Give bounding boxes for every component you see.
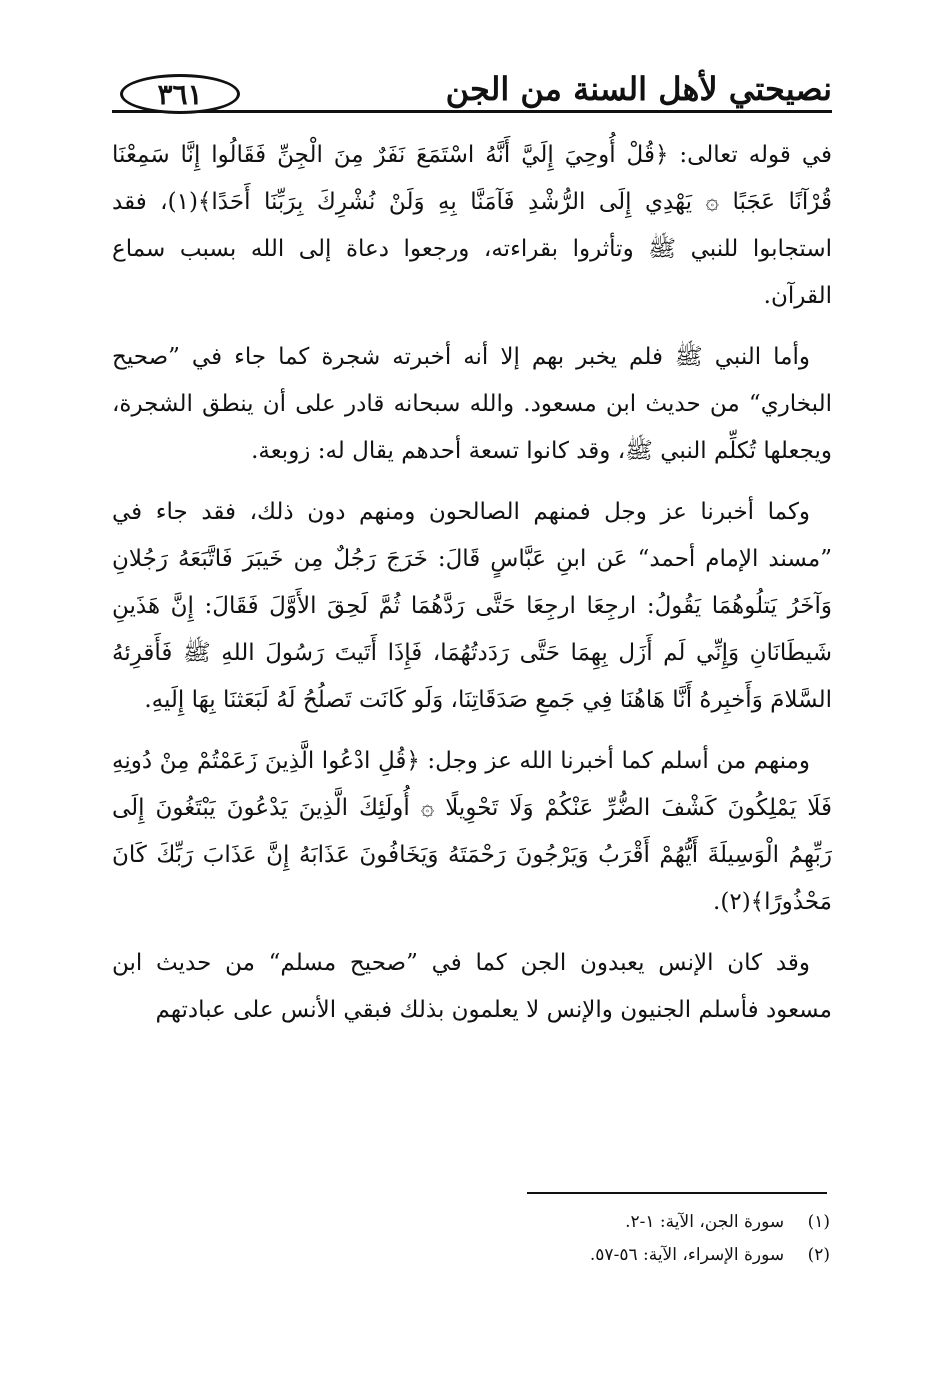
paragraph-5: وقد كان الإنس يعبدون الجن كما في ”صحيح مسلم“ من حديث ابن مسعود فأسلم الجنيون والإنس لا يعلمون بذلك فبقي الأنس على عبادتهم bbox=[112, 950, 832, 1023]
paragraph-3: وكما أخبرنا عز وجل فمنهم الصالحون ومنهم دون ذلك، فقد جاء في ”مسند الإمام أحمد“ عَن ابنِ عَبَّاسٍ قَالَ: خَرَجَ رَجُلٌ مِن خَيبَرَ فَاتَّبَعَهُ رَجُلانِ وَآخَرُ يَتلُوهُمَا يَقُولُ: ارجِعَا ارجِعَا حَتَّى رَدَّهُمَا ثُمَّ لَحِقَ الأَوَّلَ فَقَالَ: إِنَّ هَذَينِ شَيطَانَانِ وَإِنِّي لَم أَزَل بِهِمَا حَتَّى رَدَدتُهُمَا، فَإِذَا أَتَيتَ رَسُولَ اللهِ ﷺ فَأَقرِئهُ السَّلامَ وَأَخبِرهُ أَنَّا هَاهُنَا فِي جَمعِ صَدَقَاتِنَا، وَلَو كَانَت تَصلُحُ لَهُ لَبَعَثنَا بِهَا إِلَيهِ. bbox=[112, 499, 832, 713]
header-rule bbox=[112, 110, 832, 113]
paragraph-2: وأما النبي ﷺ فلم يخبر بهم إلا أنه أخبرته شجرة كما جاء في ”صحيح البخاري“ من حديث ابن مسعود. والله سبحانه قادر على أن ينطق الشجرة، ويجعلها تُكلِّم النبي ﷺ، وقد كانوا تسعة أحدهم يقال له: زوبعة. bbox=[112, 344, 832, 464]
page-number: ٣٦١ bbox=[120, 74, 240, 114]
page-header bbox=[112, 68, 832, 124]
paragraph-4: ومنهم من أسلم كما أخبرنا الله عز وجل: ﴿قُلِ ادْعُوا الَّذِينَ زَعَمْتُمْ مِنْ دُونِهِ فَلَا يَمْلِكُونَ كَشْفَ الضُّرِّ عَنْكُمْ وَلَا تَحْوِيلًا ۞ أُولَئِكَ الَّذِينَ يَدْعُونَ يَبْتَغُونَ إِلَى رَبِّهِمُ الْوَسِيلَةَ أَيُّهُمْ أَقْرَبُ وَيَرْجُونَ رَحْمَتَهُ وَيَخَافُونَ عَذَابَهُ إِنَّ عَذَابَ رَبِّكَ كَانَ مَحْذُورًا﴾(٢). bbox=[112, 748, 832, 915]
footnote-number: (٢) bbox=[807, 1245, 830, 1265]
running-title: نصيحتي لأهل السنة من الجن bbox=[445, 70, 832, 108]
paragraph-1: في قوله تعالى: ﴿قُلْ أُوحِيَ إِلَيَّ أَنَّهُ اسْتَمَعَ نَفَرٌ مِنَ الْجِنِّ فَقَالُوا إِنَّا سَمِعْنَا قُرْآنًا عَجَبًا ۞ يَهْدِي إِلَى الرُّشْدِ فَآمَنَّا بِهِ وَلَنْ نُشْرِكَ بِرَبِّنَا أَحَدًا﴾(١)، فقد استجابوا للنبي ﷺ وتأثروا بقراءته، ورجعوا دعاة إلى الله بسبب سماع القرآن. bbox=[112, 142, 832, 309]
footnotes bbox=[330, 1206, 830, 1272]
footnote-separator bbox=[527, 1192, 827, 1194]
footnote-text: سورة الإسراء، الآية: ٥٦-٥٧. bbox=[589, 1245, 785, 1265]
body-text bbox=[112, 132, 832, 1048]
footnote-text: سورة الجن، الآية: ١-٢. bbox=[625, 1212, 785, 1232]
footnote-2 bbox=[330, 1239, 830, 1272]
footnote-number: (١) bbox=[807, 1212, 830, 1232]
footnote-1 bbox=[330, 1206, 830, 1239]
